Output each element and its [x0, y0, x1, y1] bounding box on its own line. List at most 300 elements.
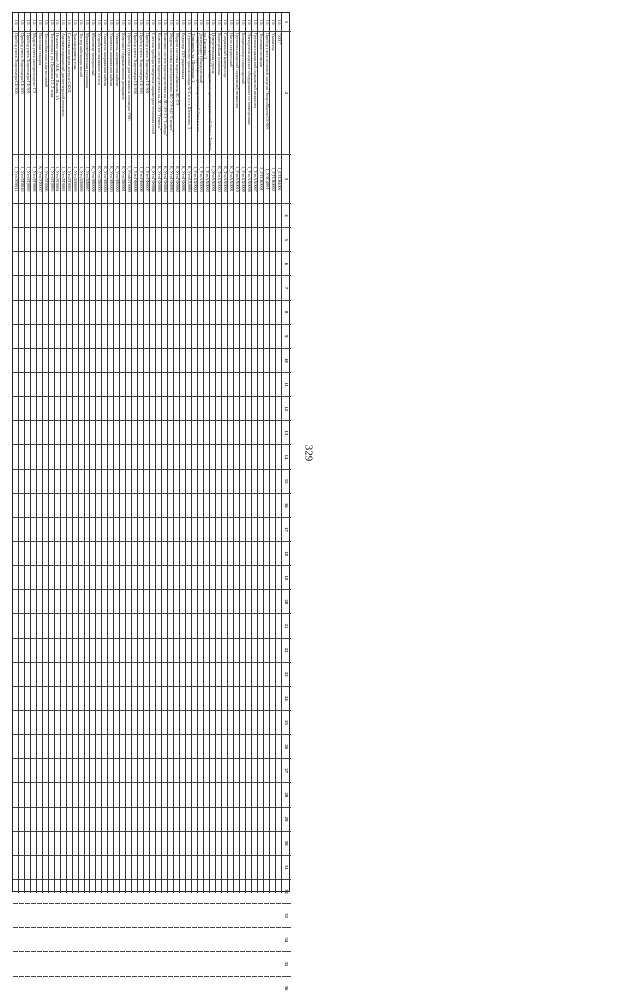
table-cell: [114, 566, 119, 590]
table-cell: [210, 494, 215, 518]
table-cell: [13, 397, 18, 421]
table-cell: [234, 397, 239, 421]
row-code: К_УтпГФ0001: [180, 155, 185, 204]
table-cell: [180, 252, 185, 276]
table-cell: [79, 542, 84, 566]
table-cell: [240, 397, 245, 421]
table-cell: [276, 470, 281, 494]
table-cell: [132, 349, 137, 373]
table-cell: [186, 518, 191, 542]
table-cell: [156, 228, 161, 252]
table-cell: [222, 325, 227, 349]
table-cell: [25, 252, 30, 276]
table-cell: [168, 470, 173, 494]
table-cell: [180, 832, 185, 856]
table-cell: [85, 494, 90, 518]
table-cell: [49, 542, 54, 566]
table-cell: [144, 518, 149, 542]
table-cell: [210, 325, 215, 349]
table-cell: 1.6: [85, 13, 90, 32]
table-cell: [156, 639, 161, 663]
table-cell: 1.6: [91, 13, 96, 32]
table-cell: [162, 832, 167, 856]
row-description: Насосная станция: [37, 32, 42, 155]
table-row: [155, 13, 161, 893]
table-cell: [174, 397, 179, 421]
table-cell: [186, 880, 191, 904]
table-cell: [270, 301, 275, 325]
row-code: К_УтпЭЛ0004: [102, 155, 107, 204]
table-cell: [270, 494, 275, 518]
table-cell: [276, 977, 281, 1000]
table-cell: [222, 397, 227, 421]
table-cell: 1.6: [258, 13, 263, 32]
table-cell: [204, 952, 209, 976]
table-cell: [13, 711, 18, 735]
table-cell: [13, 373, 18, 397]
table-cell: [156, 276, 161, 300]
row-code: К_УтпЭЛ0001: [120, 155, 125, 204]
table-cell: [79, 276, 84, 300]
table-cell: [73, 276, 78, 300]
table-cell: [204, 470, 209, 494]
table-cell: [55, 759, 60, 783]
table-cell: [180, 952, 185, 976]
table-cell: [138, 228, 143, 252]
table-cell: [246, 542, 251, 566]
table-cell: [150, 325, 155, 349]
table-cell: [126, 542, 131, 566]
table-cell: [43, 325, 48, 349]
row-code: К_УтпГФ0002: [174, 155, 179, 204]
table-cell: [162, 639, 167, 663]
table-cell: [19, 711, 24, 735]
table-cell: [264, 301, 269, 325]
table-cell: [37, 687, 42, 711]
table-cell: [240, 687, 245, 711]
table-cell: [234, 373, 239, 397]
table-cell: [43, 445, 48, 469]
table-cell: [43, 228, 48, 252]
table-cell: [240, 590, 245, 614]
table-cell: [222, 759, 227, 783]
table-cell: [73, 856, 78, 880]
table-cell: [108, 518, 113, 542]
table-cell: 1.6: [168, 13, 173, 32]
table-cell: [126, 783, 131, 807]
table-cell: [132, 904, 137, 928]
table-cell: [168, 928, 173, 952]
table-cell: [120, 952, 125, 976]
table-row: [173, 13, 179, 893]
table-cell: [25, 542, 30, 566]
table-cell: [55, 566, 60, 590]
table-cell: [43, 735, 48, 759]
table-cell: [67, 590, 72, 614]
table-cell: [55, 639, 60, 663]
table-cell: [96, 880, 101, 904]
table-cell: [96, 228, 101, 252]
table-cell: [198, 711, 203, 735]
table-cell: [96, 373, 101, 397]
table-cell: [25, 494, 30, 518]
table-cell: 1.6: [55, 13, 60, 32]
table-cell: [73, 421, 78, 445]
table-cell: [180, 228, 185, 252]
table-cell: [132, 735, 137, 759]
table-cell: [13, 470, 18, 494]
table-cell: [198, 614, 203, 638]
table-cell: [31, 614, 36, 638]
table-cell: [156, 904, 161, 928]
table-cell: [222, 808, 227, 832]
table-cell: [246, 494, 251, 518]
table-cell: [138, 614, 143, 638]
table-cell: [25, 880, 30, 904]
table-cell: [55, 977, 60, 1000]
table-cell: [264, 808, 269, 832]
table-cell: [91, 590, 96, 614]
table-cell: [258, 349, 263, 373]
table-cell: [156, 759, 161, 783]
table-cell: [25, 373, 30, 397]
table-cell: [55, 325, 60, 349]
table-cell: [210, 711, 215, 735]
table-cell: [43, 928, 48, 952]
table-cell: [162, 977, 167, 1000]
table-cell: [49, 470, 54, 494]
table-cell: [19, 301, 24, 325]
table-cell: [37, 445, 42, 469]
table-cell: [180, 349, 185, 373]
table-cell: [91, 928, 96, 952]
table-cell: [132, 639, 137, 663]
table-cell: [49, 204, 54, 228]
table-cell: [264, 228, 269, 252]
table-cell: [252, 687, 257, 711]
table-cell: [67, 711, 72, 735]
table-cell: [186, 421, 191, 445]
row-code: 1_УтпЭЛ0007: [85, 155, 90, 204]
row-description: Прибор учета Энергомера СЕ-305: [13, 32, 18, 155]
table-cell: [186, 228, 191, 252]
table-cell: [222, 663, 227, 687]
table-cell: [73, 445, 78, 469]
table-cell: [31, 421, 36, 445]
table-cell: [114, 276, 119, 300]
row-description: Измерительная группа: [210, 32, 215, 155]
table-cell: [132, 397, 137, 421]
table-cell: [49, 711, 54, 735]
table-cell: [270, 856, 275, 880]
column-header: 25: [282, 711, 291, 735]
table-cell: [120, 204, 125, 228]
table-cell: [108, 808, 113, 832]
table-cell: [252, 421, 257, 445]
table-cell: [67, 397, 72, 421]
table-cell: [102, 783, 107, 807]
table-cell: [222, 494, 227, 518]
table-cell: [79, 325, 84, 349]
table-cell: [234, 276, 239, 300]
table-cell: [73, 204, 78, 228]
table-cell: [37, 421, 42, 445]
table-cell: [174, 952, 179, 976]
table-cell: [49, 301, 54, 325]
table-cell: [276, 856, 281, 880]
table-cell: [150, 542, 155, 566]
table-cell: [198, 808, 203, 832]
table-cell: [61, 663, 66, 687]
table-cell: [96, 445, 101, 469]
table-cell: [61, 687, 66, 711]
table-cell: [258, 832, 263, 856]
table-cell: [168, 832, 173, 856]
table-cell: [222, 445, 227, 469]
table-header-row: [281, 13, 291, 991]
table-cell: [144, 445, 149, 469]
row-description: Указатель напряжения кабеля: [108, 32, 113, 155]
table-cell: [43, 687, 48, 711]
table-cell: [216, 614, 221, 638]
table-cell: [31, 494, 36, 518]
table-cell: [252, 349, 257, 373]
table-cell: [270, 711, 275, 735]
row-code: 1_СТСВ4001: [276, 155, 281, 204]
table-cell: [13, 759, 18, 783]
table-cell: [49, 228, 54, 252]
table-cell: [198, 373, 203, 397]
table-cell: [114, 856, 119, 880]
column-header: 34: [282, 928, 291, 952]
table-cell: [204, 687, 209, 711]
table-cell: [204, 542, 209, 566]
table-cell: [168, 614, 173, 638]
table-cell: [126, 735, 131, 759]
table-cell: [192, 228, 197, 252]
table-cell: [37, 880, 42, 904]
table-cell: [85, 783, 90, 807]
table-cell: [19, 566, 24, 590]
table-cell: [222, 252, 227, 276]
table-cell: [126, 349, 131, 373]
table-cell: [79, 301, 84, 325]
table-cell: [162, 301, 167, 325]
table-cell: [61, 325, 66, 349]
table-cell: [79, 590, 84, 614]
table-cell: [258, 590, 263, 614]
row-code: 1_УтпЭТ0009: [25, 155, 30, 204]
table-cell: [264, 928, 269, 952]
table-cell: [19, 783, 24, 807]
table-cell: [192, 808, 197, 832]
table-cell: [246, 397, 251, 421]
table-cell: [198, 445, 203, 469]
table-cell: [144, 880, 149, 904]
table-cell: [61, 228, 66, 252]
table-cell: [138, 397, 143, 421]
table-cell: [132, 663, 137, 687]
table-cell: [276, 204, 281, 228]
table-cell: [43, 904, 48, 928]
table-cell: [150, 349, 155, 373]
table-cell: [102, 518, 107, 542]
table-cell: [246, 735, 251, 759]
table-cell: [126, 325, 131, 349]
table-cell: [240, 783, 245, 807]
table-cell: [198, 252, 203, 276]
table-cell: [144, 614, 149, 638]
table-cell: [276, 566, 281, 590]
table-cell: [240, 494, 245, 518]
table-row: [107, 13, 113, 893]
table-cell: [114, 301, 119, 325]
table-cell: [67, 928, 72, 952]
table-cell: [204, 639, 209, 663]
table-cell: [156, 325, 161, 349]
table-cell: [102, 663, 107, 687]
table-cell: [19, 928, 24, 952]
table-cell: 1.6: [37, 13, 42, 32]
table-cell: [168, 252, 173, 276]
table-cell: [96, 952, 101, 976]
table-cell: [162, 759, 167, 783]
table-cell: 1.6: [222, 13, 227, 32]
table-cell: [156, 421, 161, 445]
table-cell: [91, 470, 96, 494]
table-cell: [186, 856, 191, 880]
table-cell: [222, 687, 227, 711]
table-cell: [252, 832, 257, 856]
table-cell: [174, 808, 179, 832]
table-cell: [192, 421, 197, 445]
table-cell: [31, 470, 36, 494]
row-code: 1_УтпЭТ0011: [13, 155, 18, 204]
table-cell: [79, 687, 84, 711]
table-cell: [108, 373, 113, 397]
table-cell: [31, 542, 36, 566]
table-cell: [192, 470, 197, 494]
table-cell: [31, 735, 36, 759]
table-cell: [204, 735, 209, 759]
table-cell: [132, 832, 137, 856]
table-cell: [31, 663, 36, 687]
row-description: Водогрейная установка: [216, 32, 221, 155]
table-cell: [114, 518, 119, 542]
table-row: [167, 13, 173, 893]
table-cell: 1.6: [240, 13, 245, 32]
table-cell: [162, 325, 167, 349]
table-cell: [228, 325, 233, 349]
table-cell: [85, 252, 90, 276]
table-cell: [120, 977, 125, 1000]
table-cell: [96, 614, 101, 638]
table-cell: [67, 445, 72, 469]
table-cell: [240, 711, 245, 735]
table-cell: [55, 856, 60, 880]
table-cell: [114, 494, 119, 518]
table-cell: [156, 301, 161, 325]
table-cell: [228, 735, 233, 759]
table-cell: [43, 397, 48, 421]
table-cell: [126, 373, 131, 397]
table-cell: [49, 832, 54, 856]
table-cell: [85, 542, 90, 566]
table-cell: [198, 759, 203, 783]
row-description: Комплекс систем водоподготовки на ЛС-ЭЭ "Тюмень": [156, 32, 161, 155]
table-cell: [252, 252, 257, 276]
table-cell: [180, 325, 185, 349]
table-cell: [210, 470, 215, 494]
table-cell: [258, 663, 263, 687]
table-cell: [132, 614, 137, 638]
table-cell: [73, 928, 78, 952]
table-cell: [252, 494, 257, 518]
table-cell: [132, 880, 137, 904]
table-cell: [85, 928, 90, 952]
table-cell: [31, 325, 36, 349]
column-header: 3: [282, 155, 291, 204]
table-cell: [144, 228, 149, 252]
table-cell: [49, 856, 54, 880]
table-cell: [186, 711, 191, 735]
table-cell: [102, 904, 107, 928]
table-cell: [222, 856, 227, 880]
table-cell: [228, 421, 233, 445]
table-cell: [150, 228, 155, 252]
table-cell: [126, 639, 131, 663]
table-cell: [13, 977, 18, 1000]
table-cell: 1.6: [180, 13, 185, 32]
table-cell: [192, 590, 197, 614]
table-cell: [13, 735, 18, 759]
table-cell: [246, 228, 251, 252]
table-cell: [132, 252, 137, 276]
table-cell: [67, 880, 72, 904]
row-code: 1_УтпГФ0008: [138, 155, 143, 204]
table-cell: [156, 518, 161, 542]
table-cell: [120, 856, 125, 880]
table-cell: [270, 880, 275, 904]
table-cell: [108, 783, 113, 807]
table-cell: [49, 349, 54, 373]
table-cell: [186, 542, 191, 566]
table-cell: [49, 639, 54, 663]
table-cell: [174, 832, 179, 856]
table-cell: [210, 832, 215, 856]
table-cell: [132, 808, 137, 832]
table-cell: [96, 808, 101, 832]
table-cell: 1.6: [186, 13, 191, 32]
table-cell: [270, 759, 275, 783]
table-cell: [228, 566, 233, 590]
table-cell: [192, 566, 197, 590]
table-cell: [276, 397, 281, 421]
table-row: [131, 13, 137, 893]
table-cell: [25, 566, 30, 590]
table-cell: [67, 325, 72, 349]
table-cell: [252, 735, 257, 759]
table-cell: [204, 928, 209, 952]
table-cell: [264, 880, 269, 904]
column-header: 6: [282, 252, 291, 276]
table-cell: [264, 977, 269, 1000]
table-cell: [204, 566, 209, 590]
table-cell: [234, 566, 239, 590]
table-cell: [186, 445, 191, 469]
column-header: 10: [282, 349, 291, 373]
table-cell: [120, 808, 125, 832]
